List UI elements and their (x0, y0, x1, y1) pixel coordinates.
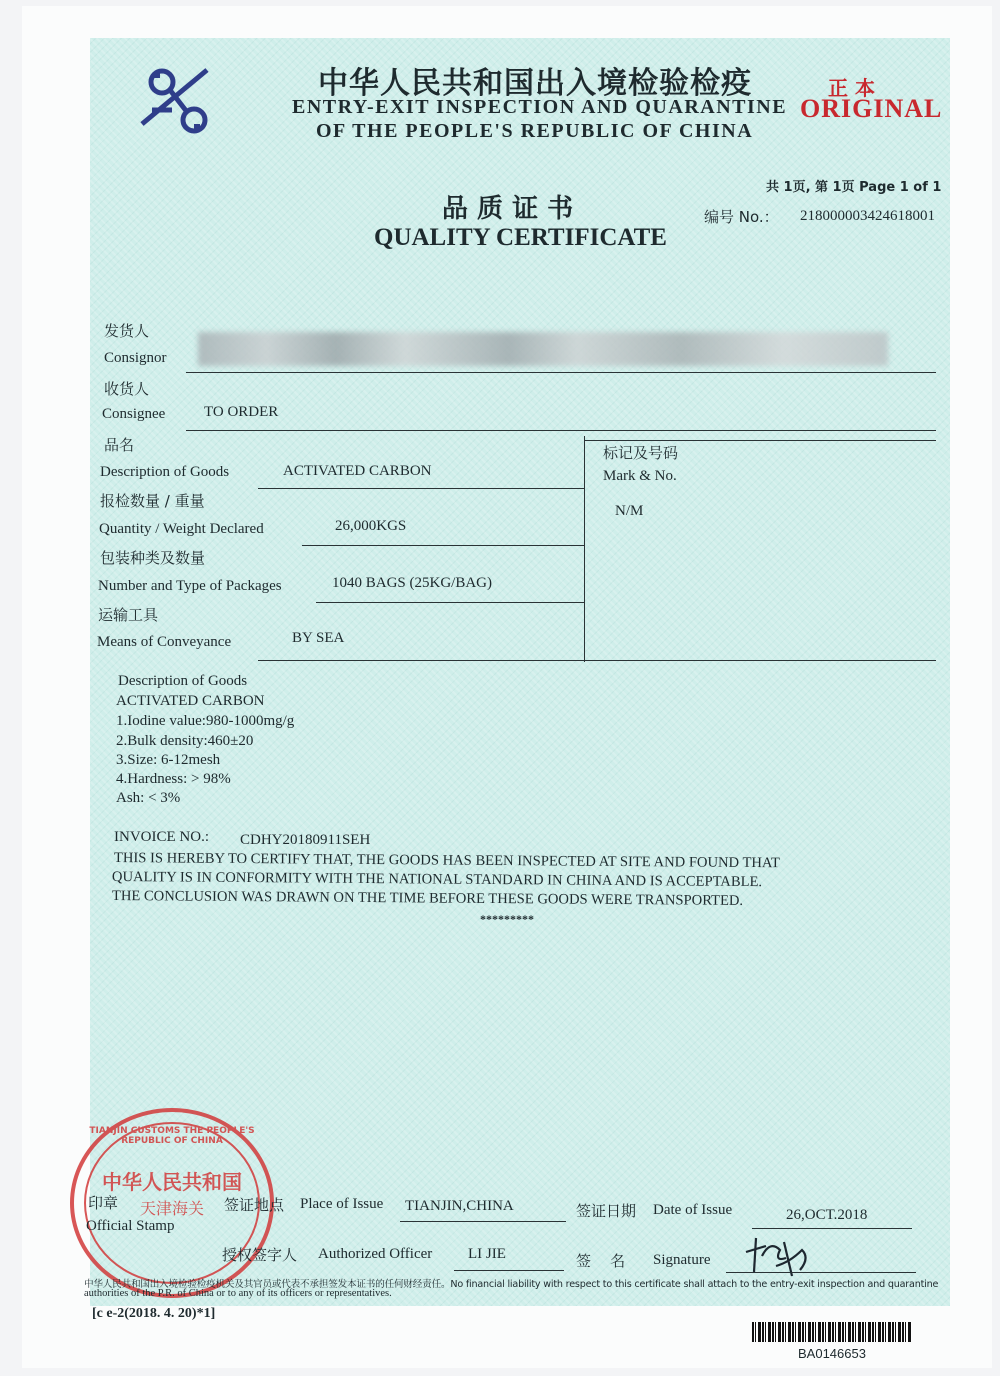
packages-line (316, 602, 584, 603)
page-info: 共 1页, 第 1页 Page 1 of 1 (766, 180, 942, 195)
consignee-label-en: Consignee (102, 406, 166, 422)
date-label-zh: 签证日期 (576, 1202, 637, 1220)
date-line (752, 1228, 912, 1229)
goods-label-zh: 品名 (104, 436, 135, 454)
signature-label-en: Signature (653, 1252, 711, 1268)
end-stars: ********* (480, 912, 534, 926)
officer-line (454, 1270, 564, 1271)
desc-line-3: 1.Iodine value:980-1000mg/g (116, 713, 295, 729)
packages-label-zh: 包装种类及数量 (100, 549, 206, 567)
invoice-label: INVOICE NO.: (114, 829, 209, 845)
mark-label-zh: 标记及号码 (603, 444, 679, 462)
desc-line-7: Ash: < 3% (116, 790, 181, 806)
place-label-en: Place of Issue (300, 1196, 384, 1212)
title-en: QUALITY CERTIFICATE (374, 224, 667, 251)
place-value: TIANJIN,CHINA (405, 1198, 514, 1214)
org-name-en-line2: OF THE PEOPLE'S REPUBLIC OF CHINA (316, 120, 754, 142)
title-zh: 品 质 证 书 (442, 194, 574, 224)
quantity-line (302, 545, 584, 546)
officer-label-zh: 授权签字人 (222, 1246, 298, 1264)
desc-line-4: 2.Bulk density:460±20 (116, 733, 254, 749)
org-name-zh: 中华人民共和国出入境检验检疫 (318, 66, 752, 101)
place-label-zh: 签证地点 (224, 1196, 285, 1214)
cert-statement-line-1: THIS IS HEREBY TO CERTIFY THAT, THE GOODS HAS BEEN INSPECTED AT SITE AND FOUND THAT (113, 850, 780, 872)
consignee-label-zh: 收货人 (104, 380, 150, 398)
cert-statement-line-3: THE CONCLUSION WAS DRAWN ON THE TIME BEFORE THESE GOODS WERE TRANSPORTED. (111, 888, 744, 909)
original-mark-en: ORIGINAL (800, 94, 943, 123)
date-value: 26,OCT.2018 (786, 1207, 868, 1223)
packages-value: 1040 BAGS (25KG/BAG) (332, 575, 493, 591)
seal-center-text-2: 天津海关 (139, 1199, 204, 1218)
conveyance-value: BY SEA (292, 630, 345, 646)
consignee-line (186, 430, 936, 431)
signature-label-zh: 签 名 (576, 1252, 626, 1270)
consignee-value: TO ORDER (204, 404, 279, 420)
quantity-label-zh: 报检数量 / 重量 (100, 492, 205, 510)
quantity-label-en: Quantity / Weight Declared (99, 521, 264, 537)
mark-divider (584, 436, 585, 662)
goods-value: ACTIVATED CARBON (283, 463, 432, 479)
goods-line (258, 488, 584, 489)
cert-number-label: 编号 No.： (704, 208, 779, 226)
seal-ring-text: TIANJIN CUSTOMS THE PEOPLE'S REPUBLIC OF CHINA (89, 1126, 255, 1146)
officer-label-en: Authorized Officer (318, 1246, 433, 1262)
desc-line-6: 4.Hardness: > 98% (116, 771, 231, 787)
invoice-value: CDHY20180911SEH (240, 832, 371, 848)
goods-label-en: Description of Goods (100, 464, 230, 480)
mark-value: N/M (615, 503, 644, 519)
inspection-emblem-icon (132, 62, 222, 142)
packages-label-en: Number and Type of Packages (98, 578, 282, 594)
stamp-label-zh: 印章 (88, 1194, 119, 1212)
org-name-en-line1: ENTRY-EXIT INSPECTION AND QUARANTINE (292, 96, 788, 118)
conveyance-line (258, 660, 936, 661)
disclaimer-line-2: authorities of the P.R. of China or to any of its officers or representatives. (84, 1288, 392, 1299)
conveyance-label-en: Means of Conveyance (97, 634, 232, 650)
cert-number-value: 218000003424618001 (800, 208, 935, 224)
consignor-label-en: Consignor (104, 350, 167, 366)
officer-value: LI JIE (468, 1246, 506, 1262)
cert-statement-line-2: QUALITY IS IN CONFORMITY WITH THE NATIONAL STANDARD IN CHINA AND IS ACCEPTABLE. (111, 869, 763, 891)
consignor-line (186, 372, 936, 373)
stamp-label-en: Official Stamp (86, 1218, 175, 1234)
consignor-redacted (198, 332, 888, 366)
desc-line-2: ACTIVATED CARBON (116, 693, 265, 709)
signature-line (726, 1272, 916, 1273)
desc-line-1: Description of Goods (118, 673, 248, 689)
quantity-value: 26,000KGS (335, 518, 407, 534)
date-label-en: Date of Issue (653, 1202, 733, 1218)
consignor-label-zh: 发货人 (104, 322, 150, 340)
disclaimer-line-1: 中华人民共和国出入境检验检疫机关及其官员或代表不承担签发本证书的任何财经责任。No financial liability with respect to this certificate shall attach to the entry-exit inspection and quarantine (84, 1279, 939, 1290)
place-line (400, 1221, 566, 1222)
mark-label-en: Mark & No. (603, 468, 677, 484)
form-code: [c e-2(2018. 4. 20)*1] (92, 1306, 216, 1321)
conveyance-label-zh: 运输工具 (98, 606, 159, 624)
desc-line-5: 3.Size: 6-12mesh (116, 752, 221, 768)
original-mark-zh: 正 本 (828, 76, 875, 100)
mark-top-line (584, 440, 936, 441)
serial-barcode (752, 1322, 912, 1342)
serial-number: BA0146653 (798, 1346, 866, 1361)
seal-center-text: 中华人民共和国 (102, 1170, 242, 1194)
